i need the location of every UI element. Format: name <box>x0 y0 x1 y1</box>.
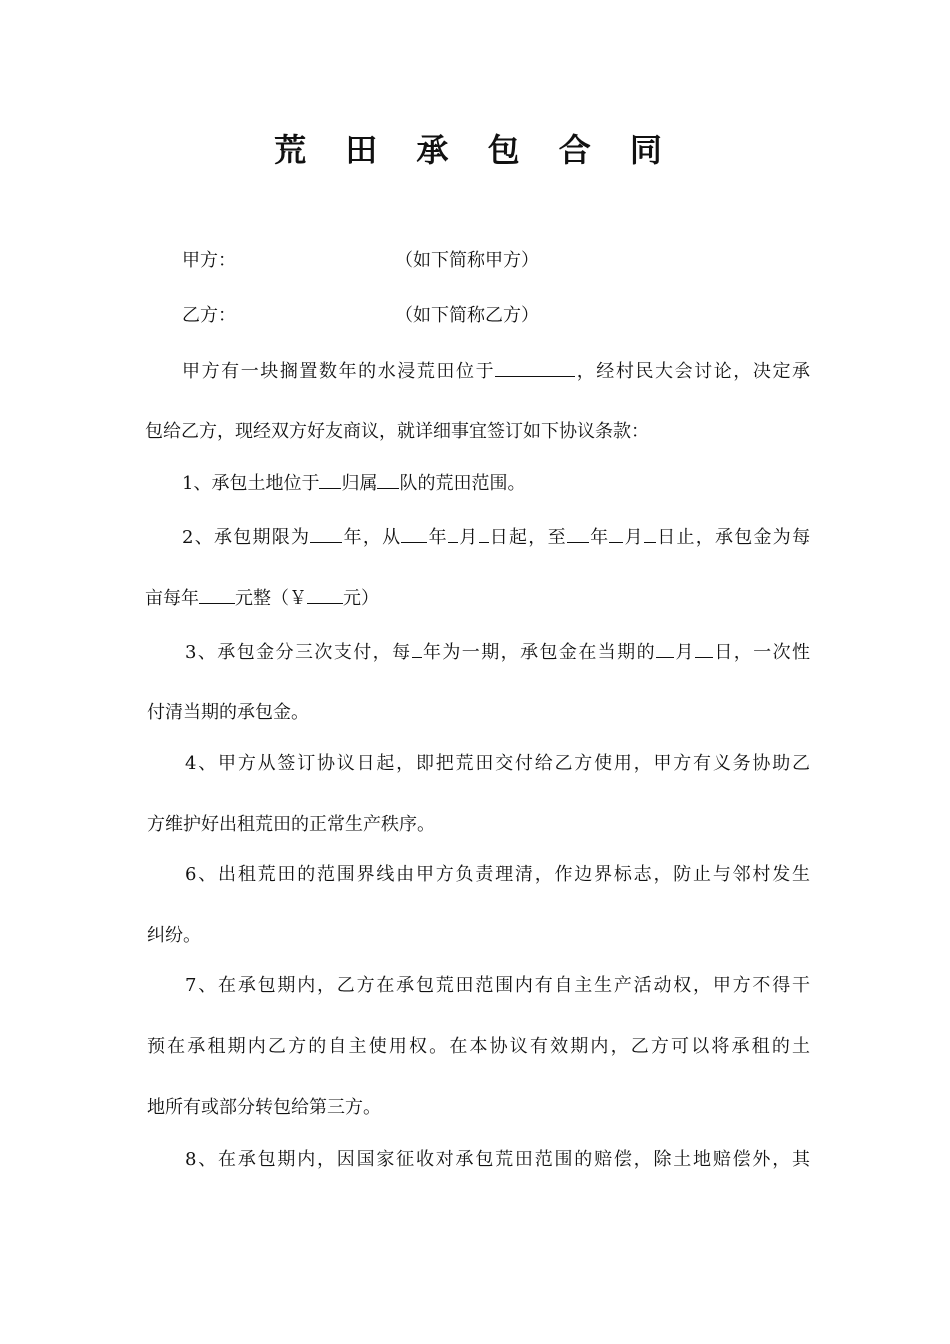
clause-2-text: 年 <box>588 527 610 548</box>
blank <box>448 524 458 543</box>
clause-3-text: 年为一期，承包金在当期的 <box>421 642 657 663</box>
clause-1-text-c: 队的荒田范围。 <box>399 473 526 494</box>
clause-2-text: 年，从 <box>342 527 402 548</box>
clause-3-text: 日，一次性 <box>712 642 811 663</box>
clause-1-text-a: 1、承包土地位于 <box>182 473 320 494</box>
clause-2-text: 日止，承包金为每 <box>655 527 811 548</box>
blank <box>695 639 713 658</box>
clause-7-line-1: 7、在承包期内，乙方在承包荒田范围内有自主生产活动权，甲方不得干 <box>185 975 810 996</box>
clause-1 <box>182 470 810 497</box>
clause-8-line-1: 8、在承包期内，因国家征收对承包荒田范围的赔偿，除土地赔偿外，其 <box>185 1149 810 1170</box>
clause-6-line-2: 纠纷。 <box>147 925 201 946</box>
blank <box>609 524 623 543</box>
document-title: 荒 田 承 包 合 同 <box>274 131 676 169</box>
clause-2-text: 2、承包期限为 <box>182 527 311 548</box>
clause-3-text: 3、承包金分三次支付，每 <box>185 642 412 663</box>
clause-4-line-1: 4、甲方从签订协议日起，即把荒田交付给乙方使用，甲方有义务协助乙 <box>185 753 810 774</box>
clause-1-text-b: 归属 <box>341 473 378 494</box>
clause-7-line-2: 预在承租期内乙方的自主使用权。在本协议有效期内，乙方可以将承租的土 <box>147 1036 810 1057</box>
intro-line-1 <box>182 358 810 385</box>
clause-2-text: 月 <box>623 527 644 548</box>
intro-text-a: 甲方有一块搁置数年的水浸荒田位于 <box>182 361 496 382</box>
clause-3-text: 月 <box>674 642 695 663</box>
clause-2-text: 元整（￥ <box>235 588 307 609</box>
clause-2-line-2 <box>145 585 810 612</box>
clause-2-text: 亩每年 <box>145 588 199 609</box>
party-b-note: （如下简称乙方） <box>395 305 539 326</box>
blank <box>307 585 343 604</box>
blank <box>377 470 399 489</box>
party-a-label: 甲方： <box>182 250 236 271</box>
blank <box>644 524 656 543</box>
clause-2-text: 月 <box>457 527 479 548</box>
blank <box>479 524 489 543</box>
blank <box>319 470 341 489</box>
clause-6-line-1: 6、出租荒田的范围界线由甲方负责理清，作边界标志，防止与邻村发生 <box>185 864 810 885</box>
blank <box>656 639 674 658</box>
blank <box>310 524 342 543</box>
blank <box>567 524 589 543</box>
clause-3-line-1 <box>185 639 810 666</box>
blank <box>412 639 422 658</box>
clause-2-line-1 <box>182 524 810 551</box>
blank <box>199 585 235 604</box>
clause-2-text: 元） <box>343 588 379 609</box>
intro-line-2: 包给乙方，现经双方好友商议，就详细事宜签订如下协议条款： <box>145 421 649 442</box>
clause-2-text: 日起，至 <box>488 527 567 548</box>
blank-location <box>495 358 575 377</box>
clause-3-line-2: 付清当期的承包金。 <box>147 702 309 723</box>
party-a-note: （如下简称甲方） <box>395 250 539 271</box>
clause-2-text: 年 <box>427 527 448 548</box>
clause-7-line-3: 地所有或部分转包给第三方。 <box>147 1097 381 1118</box>
party-b-label: 乙方： <box>182 305 236 326</box>
intro-text-b: ，经村民大会讨论，决定承 <box>575 361 811 382</box>
clause-4-line-2: 方维护好出租荒田的正常生产秩序。 <box>147 814 435 835</box>
blank <box>401 524 427 543</box>
